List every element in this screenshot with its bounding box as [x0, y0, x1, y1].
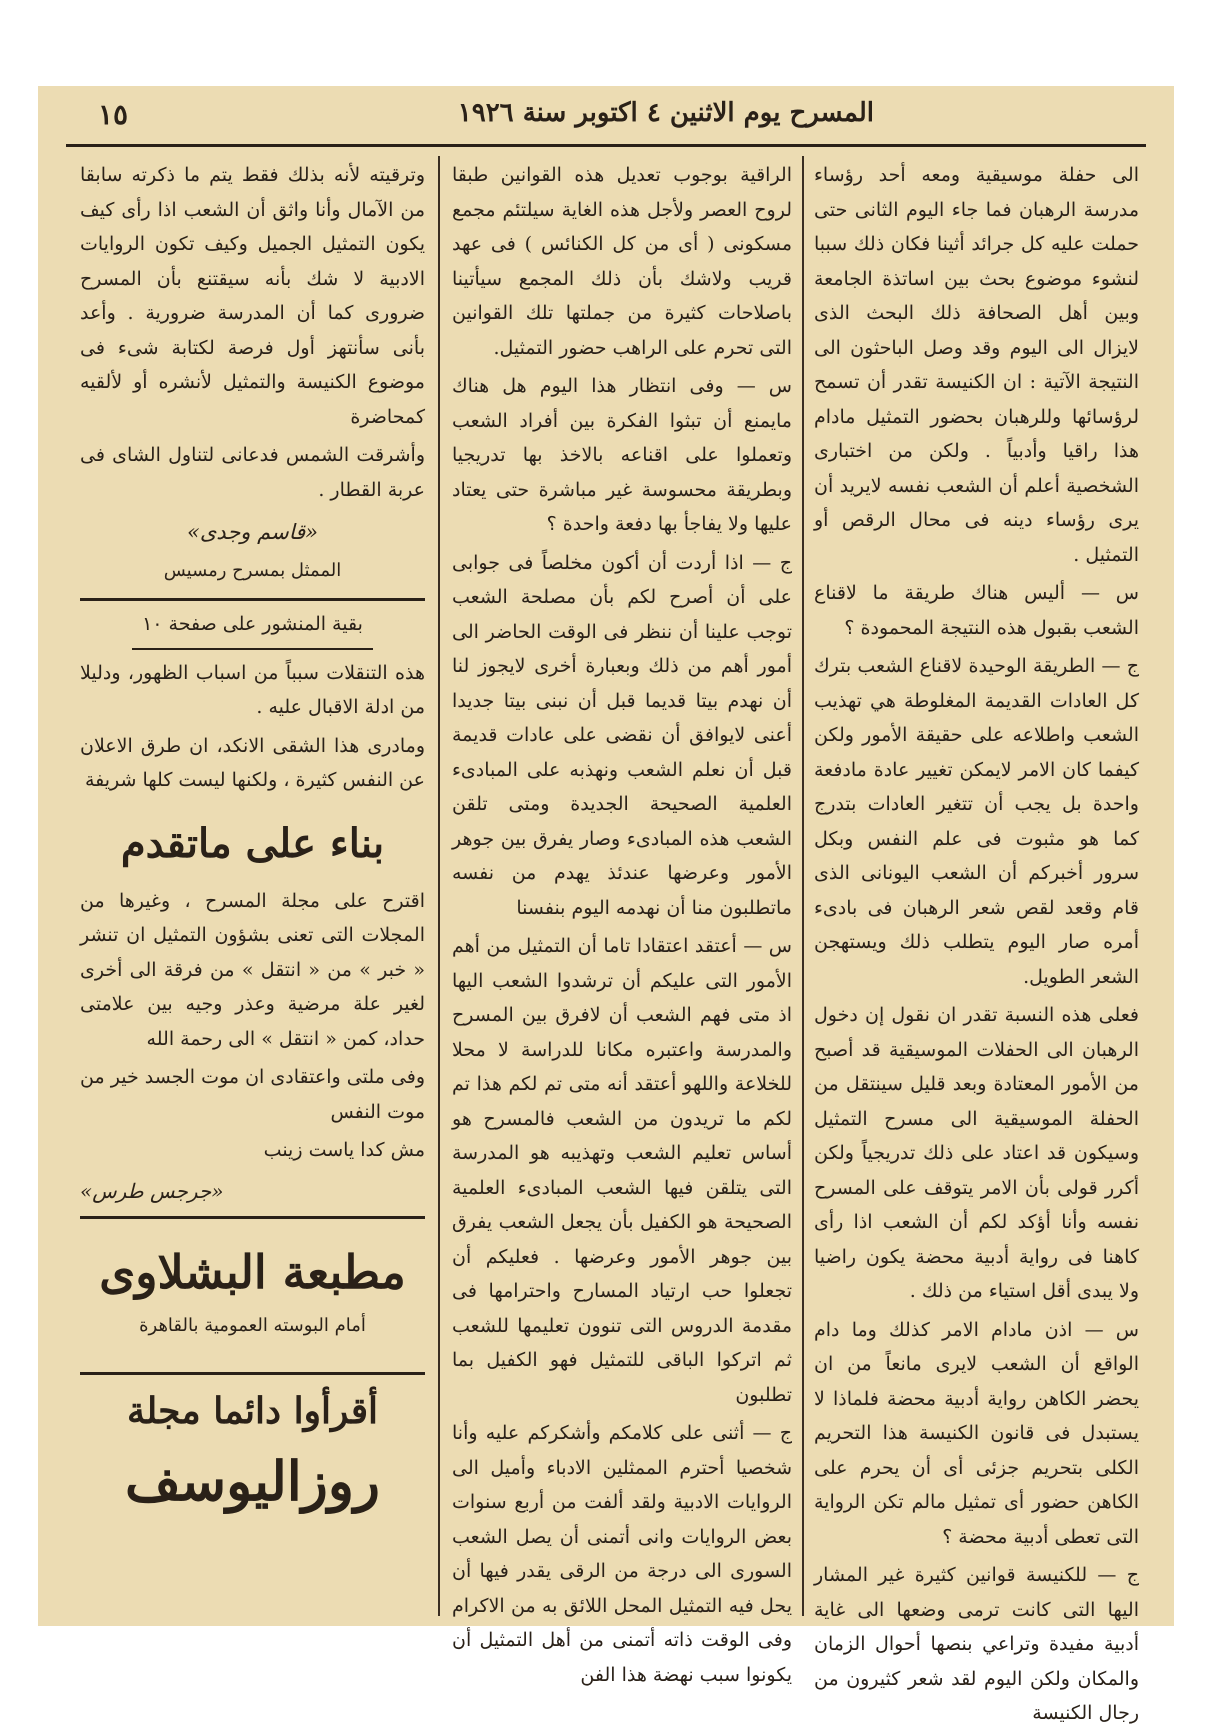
continued-label: بقية المنشور على صفحة ١٠ — [142, 613, 363, 635]
paragraph: س — أعتقد اعتقادا تاما أن التمثيل من أهم الأمور التى عليكم أن ترشدوا الشعب اليها اذ متى فهم الشعب أن لافرق بين المسرح والمدرسة واعتبره مكانا للدراسة لا محلا للخلاعة واللهو أعتقد أنه متى تم لكم هذا تم لكم ما تريدون من الشعب فالمسرح هو أساس تعليم الشعب وتهذيبه هو المدرسة التى يتلقن فيها الشعب المبادىء العلمية الصحيحة هو الكفيل بأن يجعل الشعب يفرق بين جوهر الأمور وعرضها . فعليكم أن تجعلوا حب ارتياد المسارح واحترامها فى مقدمة الدروس التى تنوون تعليمها للشعب ثم اتركوا الباقى للتمثيل فهو الكفيل بما تطلبون — [452, 935, 792, 1406]
running-title: المسرح يوم الاثنين ٤ اكتوبر سنة ١٩٢٦ — [457, 98, 874, 128]
ad-press-name: مطبعة البشلاوى — [99, 1245, 406, 1299]
page-number: ١٥ — [98, 98, 129, 131]
paragraph: اقترح على مجلة المسرح ، وغيرها من المجلات التى تعنى بشؤون التمثيل ان تنشر « خبر » من « انتقل » من فرقة الى أخرى لغير علة مرضية وعذر وجيه بين علامتى حداد، كمن « انتقل » الى رحمة الله — [80, 889, 425, 1050]
right-column — [814, 158, 1139, 1724]
paragraph: ج — للكنيسة قوانين كثيرة غير المشار اليها التى كانت ترمى وضعها الى غاية أدبية مفيدة وتراعي بنصها أحوال الزمان والمكان ولكن اليوم لقد شعر كثيرون من رجال الكنيسة — [814, 1564, 1139, 1724]
paragraph: ج — اذا أردت أن أكون مخلصاً فى جوابى على أن أصرح لكم بأن مصلحة الشعب توجب علينا أن ننظر فى الوقت الحاضر الى أمور أهم من ذلك وبعبارة أخرى لايجوز لنا أن نهدم بيتا قديما قبل أن نبنى بيتا جديدا أعنى لايوافق أن نقضى على عادات قديمة قبل أن نعلم الشعب ونهذبه على المبادىء العلمية الصحيحة الجديدة ومتى تلقن الشعب هذه المبادىء وصار يفرق بين جوهر الأمور وعرضها عندئذ يهدم من نفسه ماتطلبون منا أن نهدمه اليوم بنفسنا — [452, 551, 792, 919]
page-header — [38, 86, 1174, 148]
column-divider — [802, 156, 804, 1616]
article-signature: «جرجس طرس» — [80, 1178, 224, 1203]
paragraph: وترقيته لأنه بذلك فقط يتم ما ذكرته سابقا من الآمال وأنا واثق أن الشعب اذا رأى كيف يكون التمثيل الجميل وكيف تكون الروايات الادبية لا شك بأنه سيقتنع بأن المسرح ضرورى كما أن المدرسة ضرورية . وأعد بأنى سأنتهز أول فرصة لكتابة شىء فى موضوع الكنيسة والتمثيل لأنشره أو لألقيه كمحاضرة — [80, 164, 425, 428]
ad-magazine-callout: أقرأوا دائما مجلة — [126, 1389, 379, 1432]
section-rule — [80, 1216, 425, 1219]
ad-magazine-name: روزاليوسف — [124, 1448, 381, 1513]
middle-column — [452, 158, 792, 1686]
paragraph: ومادرى هذا الشقى الانكد، ان طرق الاعلان عن النفس كثيرة ، ولكنها ليست كلها شريفة — [80, 734, 425, 791]
header-rule — [66, 144, 1146, 147]
author-role: الممثل بمسرح رمسيس — [163, 559, 342, 581]
paragraph: فعلى هذه النسبة تقدر ان نقول إن دخول الرهبان الى الحفلات الموسيقية قد أصبح من الأمور المعتادة وبعد قليل سينتقل من الحفلة الموسيقية الى مسرح التمثيل وسيكون قد اعتاد على ذلك تدريجياً ولكن أكرر قولى بأن الامر يتوقف على المسرح نفسه وأنا أؤكد لكم أن الشعب اذا رأى كاهنا فى رواية أدبية محضة يكون راضيا ولا يبدى أقل استياء من ذلك . — [814, 1004, 1139, 1302]
short-rule — [132, 648, 374, 650]
paragraph: س — وفى انتظار هذا اليوم هل هناك مايمنع أن تبثوا الفكرة بين أفراد الشعب وتعملوا على اقناعه بالاخذ بها تدريجيا وبطريقة محسوسة غير مباشرة حتى يعتاد عليها ولا يفاجأ بها دفعة واحدة ؟ — [452, 375, 792, 535]
paragraph: مش كدا ياست زينب — [263, 1139, 425, 1161]
section-rule — [80, 1372, 425, 1375]
paragraph: وفى ملتى واعتقادى ان موت الجسد خير من موت النفس — [80, 1066, 425, 1123]
paragraph: س — أليس هناك طريقة ما لاقناع الشعب بقبول هذه النتيجة المحمودة ؟ — [814, 582, 1139, 639]
paragraph: س — اذن مادام الامر كذلك وما دام الواقع أن الشعب لايرى مانعاً من ان يحضر الكاهن رواية أدبية محضة فلماذا لا يستبدل فى قانون الكنيسة هذا التحريم الكلى بتحريم جزئى أى أن يحرم على الكاهن حضور أى تمثيل مالم تكن الرواية التى تعطى أدبية محضة ؟ — [814, 1318, 1139, 1548]
article-headline: بناء على ماتقدم — [120, 819, 385, 867]
column-divider — [438, 156, 440, 1616]
paragraph: ج — أثنى على كلامكم وأشكركم عليه وأنا شخصيا أحترم الممثلين الادباء وأميل الى الروايات الادبية ولقد ألفت من أربع سنوات بعض الروايات وانى أتمنى أن يصل الشعب السورى الى درجة من الرقى يقدر فيها أن يحل فيه التمثيل المحل اللائق به من الاكرام وفى الوقت ذاته أتمنى من أهل التمثيل أن يكونوا سبب نهضة هذا الفن — [452, 1422, 792, 1686]
paragraph: الراقية بوجوب تعديل هذه القوانين طبقا لروح العصر ولأجل هذه الغاية سيلتئم مجمع مسكونى ( أى من كل الكنائس ) فى عهد قريب ولاشك بأن ذلك المجمع سيأتينا باصلاحات كثيرة من جملتها تلك القوانين التى تحرم على الراهب حضور التمثيل. — [452, 164, 792, 359]
left-column — [80, 158, 425, 1613]
paragraph: الى حفلة موسيقية ومعه أحد رؤساء مدرسة الرهبان فما جاء اليوم الثانى حتى حملت عليه كل جرائد أثينا فكان ذلك سببا لنشوء موضوع بحث بين اساتذة الجامعة وبين أهل الصحافة ذلك البحث الذى لايزال الى اليوم وقد وصل الباحثون الى النتيجة الآتية : ان الكنيسة تقدر أن تسمح لرؤسائها وللرهبان بحضور التمثيل مادام هذا راقيا وأدبياً . ولكن من اختبارى الشخصية أعلم أن الشعب نفسه لايريد أن يرى رؤساء دينه فى محال الرقص أو التمثيل . — [814, 164, 1139, 566]
paragraph: هذه التنقلات سبباً من اسباب الظهور، ودليلا من ادلة الاقبال عليه . — [80, 661, 425, 718]
section-rule — [80, 598, 425, 601]
paragraph: ج — الطريقة الوحيدة لاقناع الشعب بترك كل العادات القديمة المغلوطة هي تهذيب الشعب واطلاعه على حقيقة الأمور ولكن كيفما كان الامر لايمكن تغيير عادة مادفعة واحدة بل يجب أن تتغير العادات بتدرج كما هو مثبوت فى علم النفس وبكل سرور أخبركم أن الشعب اليونانى الذى قام وقعد لقص شعر الرهبان فى بادىء أمره صار اليوم يتطلب ذلك ويستهجن الشعر الطويل. — [814, 655, 1139, 988]
paragraph: وأشرقت الشمس فدعانى لتناول الشاى فى عربة القطار . — [80, 444, 425, 501]
ad-press-address: أمام البوسته العمومية بالقاهرة — [139, 1315, 366, 1336]
newspaper-page — [38, 86, 1174, 1724]
author-signature: «قاسم وجدى» — [187, 520, 318, 544]
